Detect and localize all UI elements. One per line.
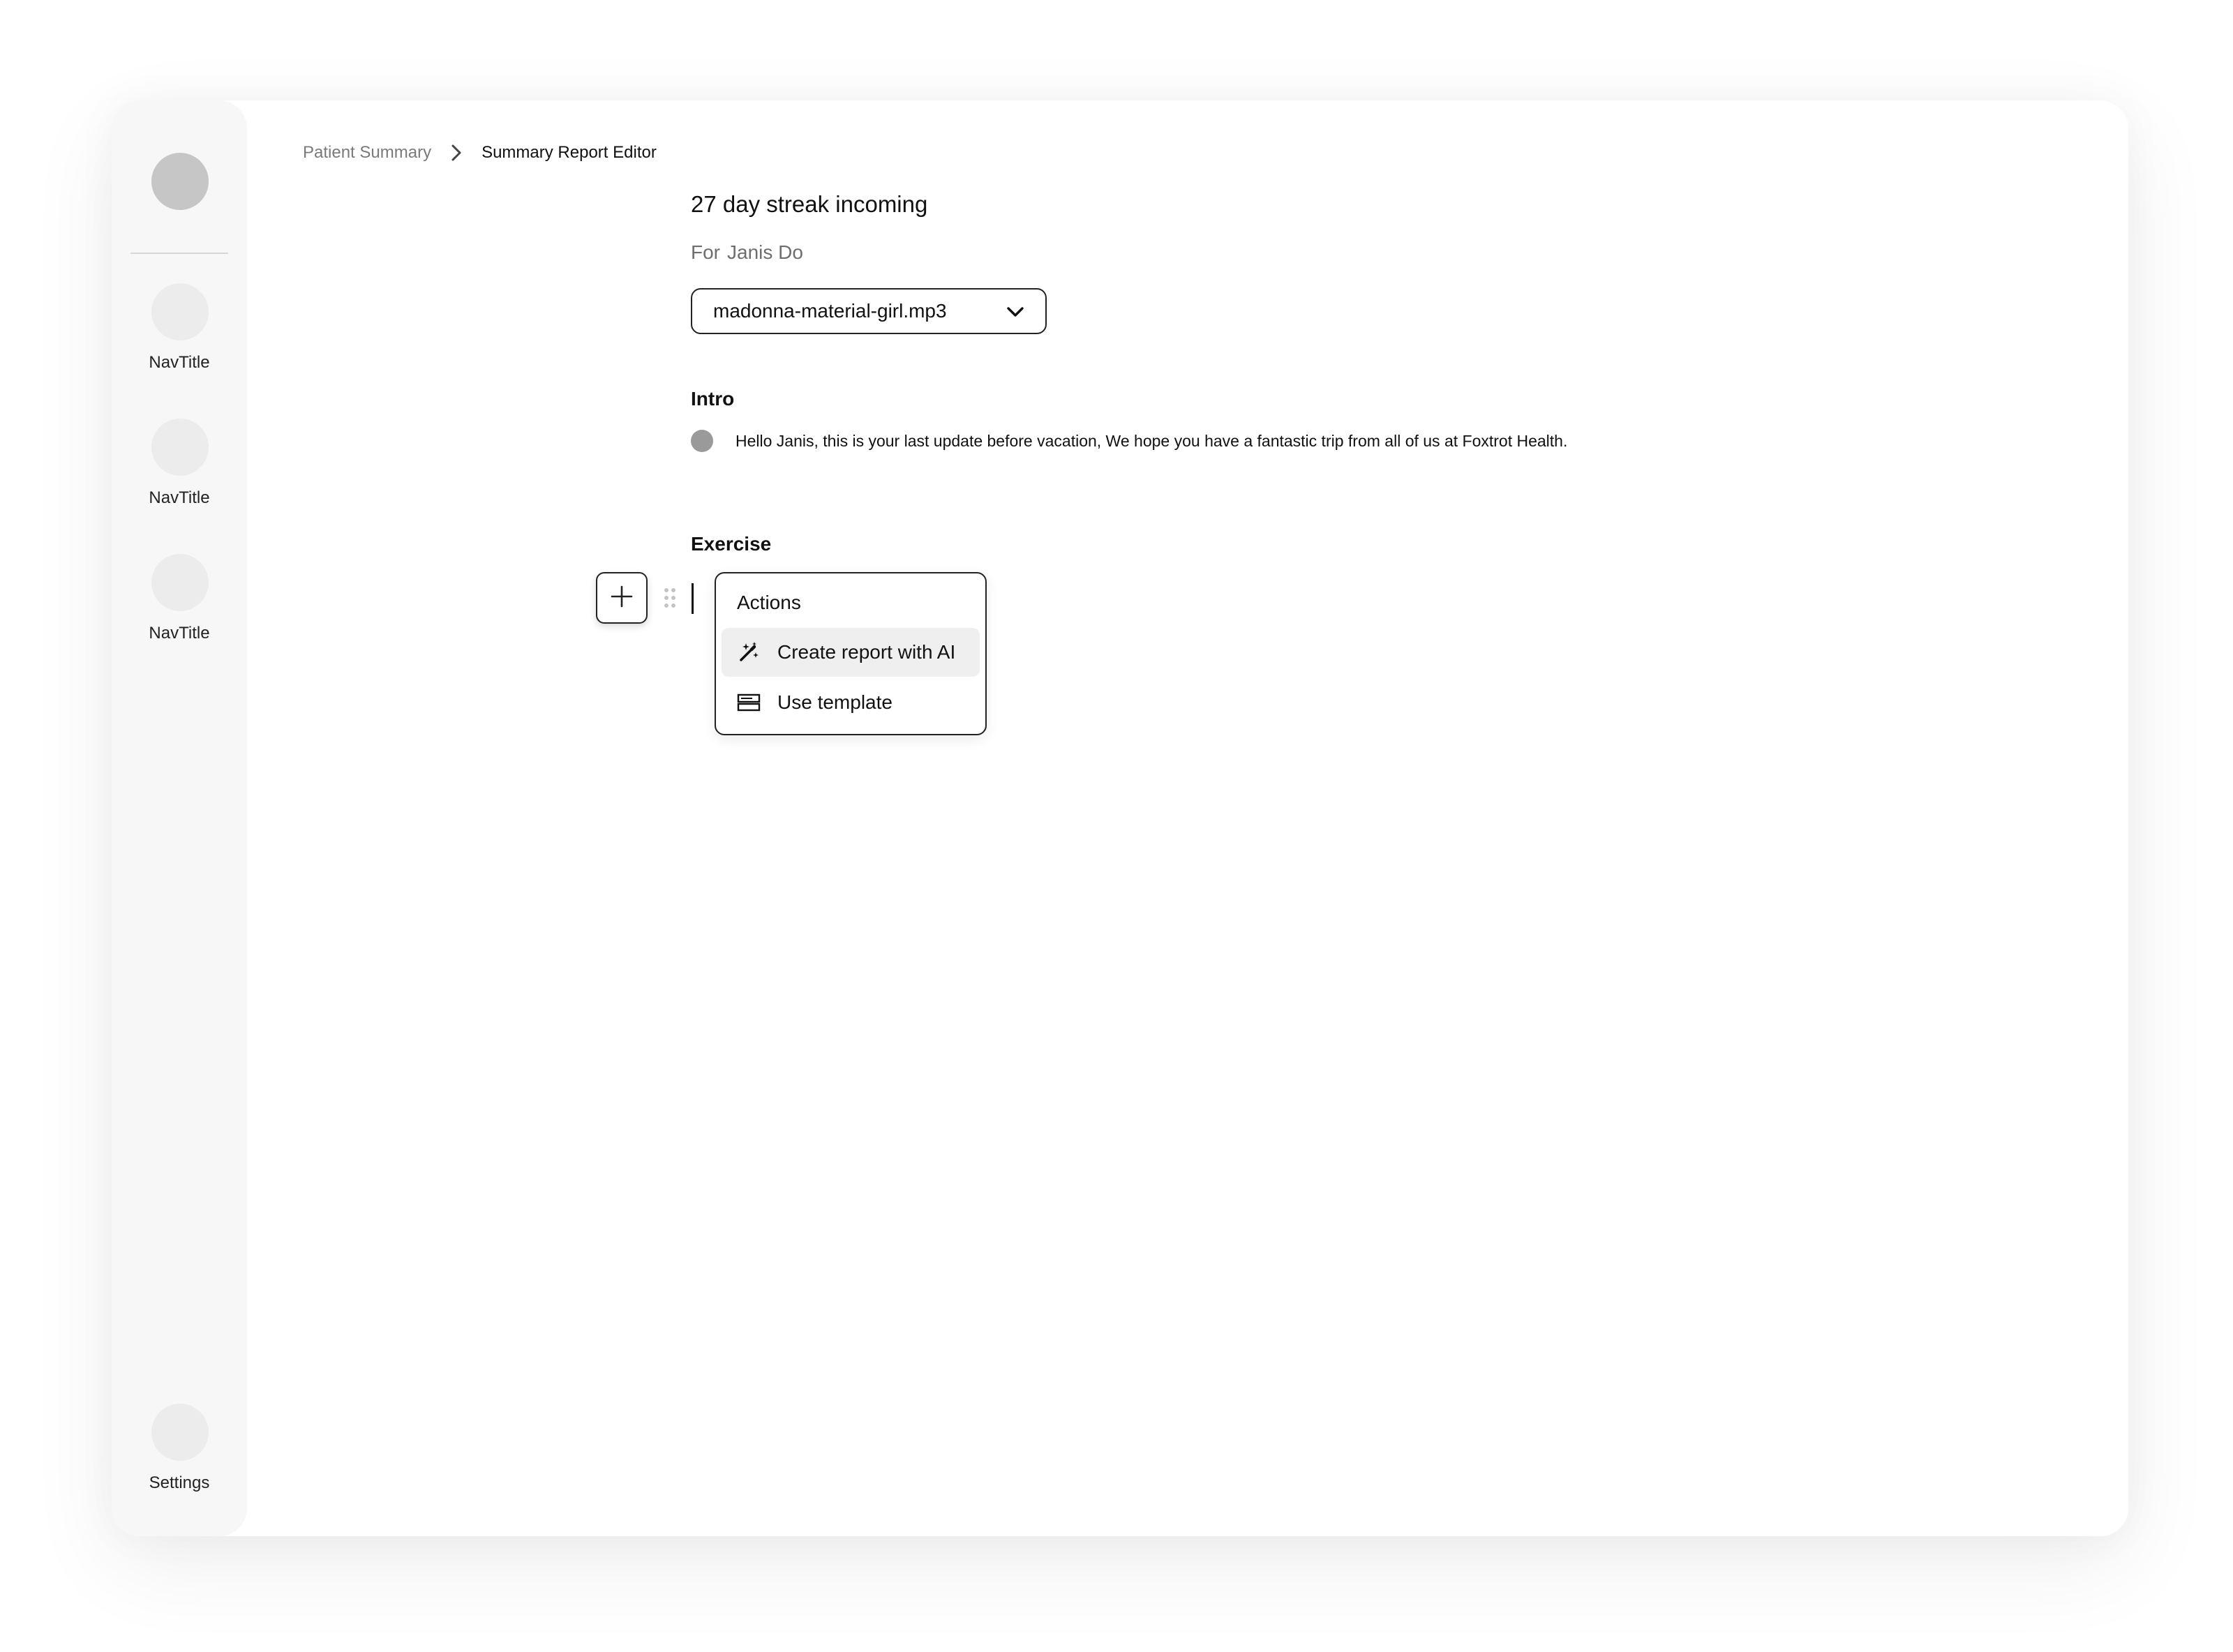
bullet-dot-icon	[691, 430, 713, 452]
chevron-right-icon	[451, 144, 462, 162]
intro-block[interactable]	[691, 430, 1567, 452]
report-editor	[691, 100, 2017, 1536]
template-icon	[737, 691, 761, 714]
text-caret	[692, 583, 694, 614]
sidebar-item-label: NavTitle	[149, 353, 210, 372]
logo-avatar[interactable]	[151, 153, 209, 210]
sidebar-item-label: NavTitle	[149, 624, 210, 643]
settings-placeholder-icon	[151, 1404, 209, 1461]
recipient-prefix: For	[691, 241, 720, 263]
nav-placeholder-icon	[151, 554, 209, 611]
audio-file-select[interactable]	[691, 288, 1047, 334]
sidebar	[112, 100, 247, 1536]
actions-menu	[715, 572, 987, 735]
report-title[interactable]: 27 day streak incoming	[691, 191, 928, 217]
magic-wand-icon	[737, 640, 761, 664]
breadcrumb-parent-link[interactable]: Patient Summary	[303, 143, 432, 162]
app-window	[112, 100, 2128, 1536]
menu-item-use-template[interactable]	[722, 678, 980, 727]
recipient-line	[691, 241, 803, 264]
intro-heading: Intro	[691, 388, 735, 410]
chevron-down-icon	[1006, 300, 1024, 322]
sidebar-item-label: NavTitle	[149, 488, 210, 507]
breadcrumb	[303, 135, 657, 170]
exercise-heading: Exercise	[691, 533, 772, 555]
nav-placeholder-icon	[151, 419, 209, 476]
menu-item-label: Create report with AI	[777, 641, 956, 663]
sidebar-item-label: Settings	[149, 1473, 210, 1492]
sidebar-divider	[130, 253, 228, 254]
intro-text[interactable]: Hello Janis, this is your last update before vacation, We hope you have a fantastic trip from all of us at Foxtrot Health.	[735, 431, 1568, 450]
sidebar-item-3[interactable]	[112, 554, 247, 659]
sidebar-item-2[interactable]	[112, 419, 247, 523]
plus-icon	[610, 585, 634, 612]
sidebar-item-settings[interactable]	[112, 1404, 247, 1508]
actions-menu-heading: Actions	[737, 592, 801, 613]
menu-item-label: Use template	[777, 691, 893, 713]
audio-file-value: madonna-material-girl.mp3	[713, 300, 947, 322]
sidebar-item-1[interactable]	[112, 283, 247, 388]
nav-placeholder-icon	[151, 283, 209, 340]
drag-handle-icon[interactable]	[663, 587, 677, 609]
add-block-button[interactable]	[596, 572, 648, 624]
patient-name: Janis Do	[727, 241, 803, 263]
menu-item-create-report-ai[interactable]	[722, 628, 980, 677]
breadcrumb-current: Summary Report Editor	[481, 143, 657, 162]
